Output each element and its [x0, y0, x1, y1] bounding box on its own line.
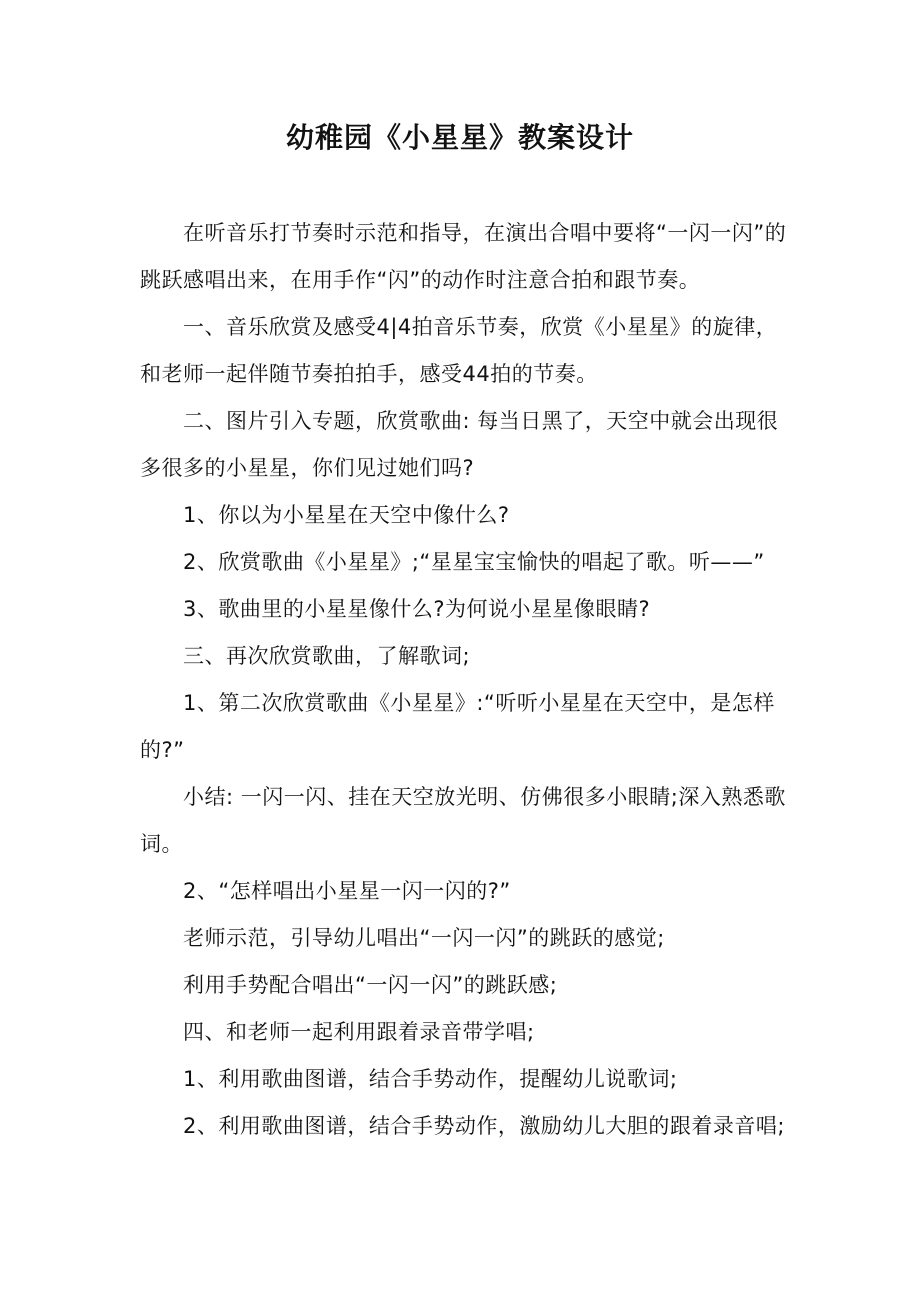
paragraph-item: 2、欣赏歌曲《小星星》;“星星宝宝愉快的唱起了歌。听——” [183, 550, 765, 574]
paragraph-section-1: 一、音乐欣赏及感受4|4拍音乐节奏，欣赏《小星星》的旋律，和老师一起伴随节奏拍拍手，感受44拍的节奏。 [140, 315, 778, 386]
document-body [140, 210, 795, 1150]
paragraph-item: 1、你以为小星星在天空中像什么? [183, 503, 510, 527]
paragraph-item: 3、歌曲里的小星星像什么?为何说小星星像眼睛? [183, 597, 651, 621]
paragraph-item: 1、第二次欣赏歌曲《小星星》:“听听小星星在天空中，是怎样的?” [140, 691, 775, 762]
paragraph-intro: 在听音乐打节奏时示范和指导，在演出合唱中要将“一闪一闪”的跳跃感唱出来，在用手作“闪”的动作时注意合拍和跟节奏。 [140, 221, 787, 292]
paragraph-section-3: 三、再次欣赏歌曲，了解歌词; [183, 644, 471, 668]
paragraph-item: 1、利用歌曲图谱，结合手势动作，提醒幼儿说歌词; [183, 1067, 678, 1091]
paragraph-item: 2、“怎样唱出小星星一闪一闪的?” [183, 879, 511, 903]
paragraph-item: 老师示范，引导幼儿唱出“一闪一闪”的跳跃的感觉; [183, 926, 665, 950]
paragraph-section-4: 四、和老师一起利用跟着录音带学唱; [183, 1020, 535, 1044]
paragraph-section-2: 二、图片引入专题，欣赏歌曲: 每当日黑了，天空中就会出现很多很多的小星星，你们见过她们吗? [140, 409, 779, 480]
paragraph-summary: 小结: 一闪一闪、挂在天空放光明、仿佛很多小眼睛;深入熟悉歌词。 [140, 785, 786, 856]
paragraph-item: 2、利用歌曲图谱，结合手势动作，激励幼儿大胆的跟着录音唱; [183, 1114, 785, 1138]
document-title: 幼稚园《小星星》教案设计 [285, 121, 634, 154]
paragraph-item: 利用手势配合唱出“一闪一闪”的跳跃感; [183, 973, 558, 997]
